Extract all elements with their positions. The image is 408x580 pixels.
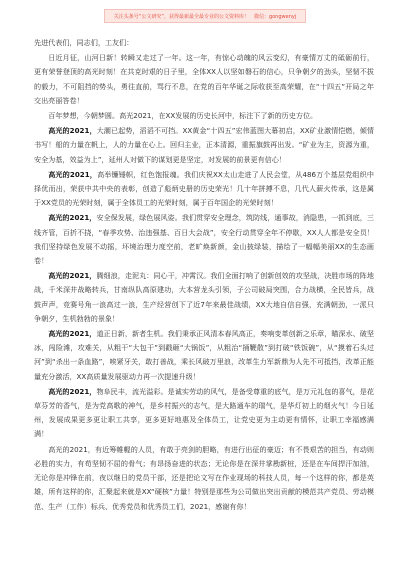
paragraph-text: 安全保发展，绿色展风姿。我们贯穿安全理念，筑防线，通事故，消隐患，一抓到底，三线齐管，百折不挠，“春季攻势、治违强基、百日大会战”，安全行动贯穿全年不停歇，XX人人都是安全员！我们坚持绿色发展不动摇，坏境治理力度空前，老旷焕新颜，金山披绿装，描绘了一幅幅美丽XX的生态画卷！ — [34, 213, 375, 266]
paragraph-lead: 高光的2021， — [48, 271, 97, 281]
paragraph-text: 百年梦想，今朝梦圆。高光2021，在XX发展的历史长河中，标注下了新的历史方位。 — [48, 111, 318, 121]
paragraph-text: 先进代表们，同志们，工友们： — [34, 38, 134, 47]
paragraph-text: 物阜民丰，流光溢彩。是诚实劳动的风气，是备受尊重的底气，是万元礼包的喜气，是花草芬芳的香气，是为党高歌的神气，是乡村振兴的志气，是大路通车的瑞气，是华灯初上的烟火气！今日延州，发展成果更多更让职工共享，更多更好地惠及全体员工，让党史更为主动更有情怀，让职工幸福感满满！ — [34, 386, 375, 439]
promo-banner-text: 关注头条号“公文研究”，获得最新最全最专业的公文资料库！ 微信：gongwenyj — [113, 13, 297, 20]
paragraph — [34, 124, 374, 167]
speech-body — [34, 36, 374, 515]
paragraph-text: 高举镰锤帜，红色饱报魂。我们庆祝XX太山走进了人民会堂，从486万个基层党组织中择优而出，荣获中共中央的表彰，创造了彪炳史册的历史荣光！几十年拼搏不息，几代人薪火传承，这是属于XX党员的光荣时刻，属于全体员工的光荣时刻，属于百年国企的光荣时刻！ — [34, 169, 374, 208]
paragraph-lead: 高光的2021， — [48, 386, 97, 396]
paragraph-text: 道正日新，新者生机。我们秉承正风清本春风高正，奏响变革创新之乐章，瞄深水、破坚冰，闯险滩，攻难关，从粗干“大包干”到戳砸“大锅饭”，从粗治“捅鞭散”到打破“铁饭碗”，从“摸着石头过河”到“杀出一条血路”，唉紧牙关，敢打善战，乘长风破万里浪，改革生力军新鼎为人先不可抵挡，改革正能量充分激活，XX高质量发展驱动力再一次提速升级！ — [34, 329, 375, 381]
paragraph-lead: 高光的2021， — [48, 169, 98, 179]
paragraph — [34, 168, 374, 211]
paragraph — [34, 211, 374, 268]
paragraph — [34, 269, 374, 326]
promo-banner[interactable] — [104, 9, 306, 23]
paragraph — [34, 109, 374, 123]
paragraph-lead: 高光的2021， — [48, 126, 97, 136]
paragraph-lead: 高光的2021， — [48, 213, 97, 223]
paragraph — [34, 51, 374, 108]
paragraph-text: 日近月征，山河日新！转瞬又走过了一年。这一年，有惊心动魄的风云变幻，有豪情万丈的砥砺前行，更有荣誉登顶的高光时刻！在共克时艰的日子里，全体XX人以坚如磐石的信心，只争朝夕的劲头，坚韧不拔的毅力，不可阻挡的势头，勇往直前，骂行不息，在党的百年华诞之际收获至高荣耀，在“十四五”开局之年交出亮丽答卷！ — [34, 53, 374, 105]
paragraph — [34, 443, 374, 514]
paragraph-text: 大潮已起势，滔滔不可挡。XX黄金“十四五”宏伟蓝图大幕初启，XX矿业激情恺燃，倾情书写！船的力量在帆上，人的力量在心上。回归主业，正本清源，重振旗鼓再出发。“矿业为主，资源为重，安全为基，效益为上”，延州人对做下的谋划更是坚定，对发展的前景更有信心！ — [34, 126, 374, 164]
paragraph — [34, 385, 374, 442]
paragraph-lead: 高光的2021， — [48, 329, 97, 339]
paragraph-text: 高光的2021，有近筹帷幄的人员，有敢于亮剑的胆略，有进行出征的豪迈；有不畏艰苦的担当，有动则必胜的实力，有苟坚韧不屈的骨气；有昂扬奋进的状态；无论你是在深井掌勘新桩，还是在车间捍汗加油，无论你是冲锋在前，夜以继日的党员干部，还是把论文写在作业现场的科技人员，每一个这样的你，都是英雄，所有这样的你，汇聚起来就是XX“硬核”力量！特别是那些为公司做出突出贡献的模范共产党员、劳动模范、生产（工作）标兵、优秀党员和优秀员工们，2021，感谢有你！ — [34, 444, 374, 511]
paragraph-text: 腾细浪，走泥丸：同心干，冲霄汉。我们全面打响了创新创效的攻坚战，决胜市场的阵地战，千米深井战略转兵，甘南纵队高原建功，大本营龙头引领，子公司破局突围，合力战横，全民皆兵，战鼓声声，竞赛号角一浪高过一浪，生产经营创下了近7年来最佳战绩，XX大地自信自强，充满朝劲，一派只争朝夕，生机勃勃的景象！ — [34, 271, 375, 323]
paragraph — [34, 327, 374, 384]
paragraph — [34, 36, 374, 50]
